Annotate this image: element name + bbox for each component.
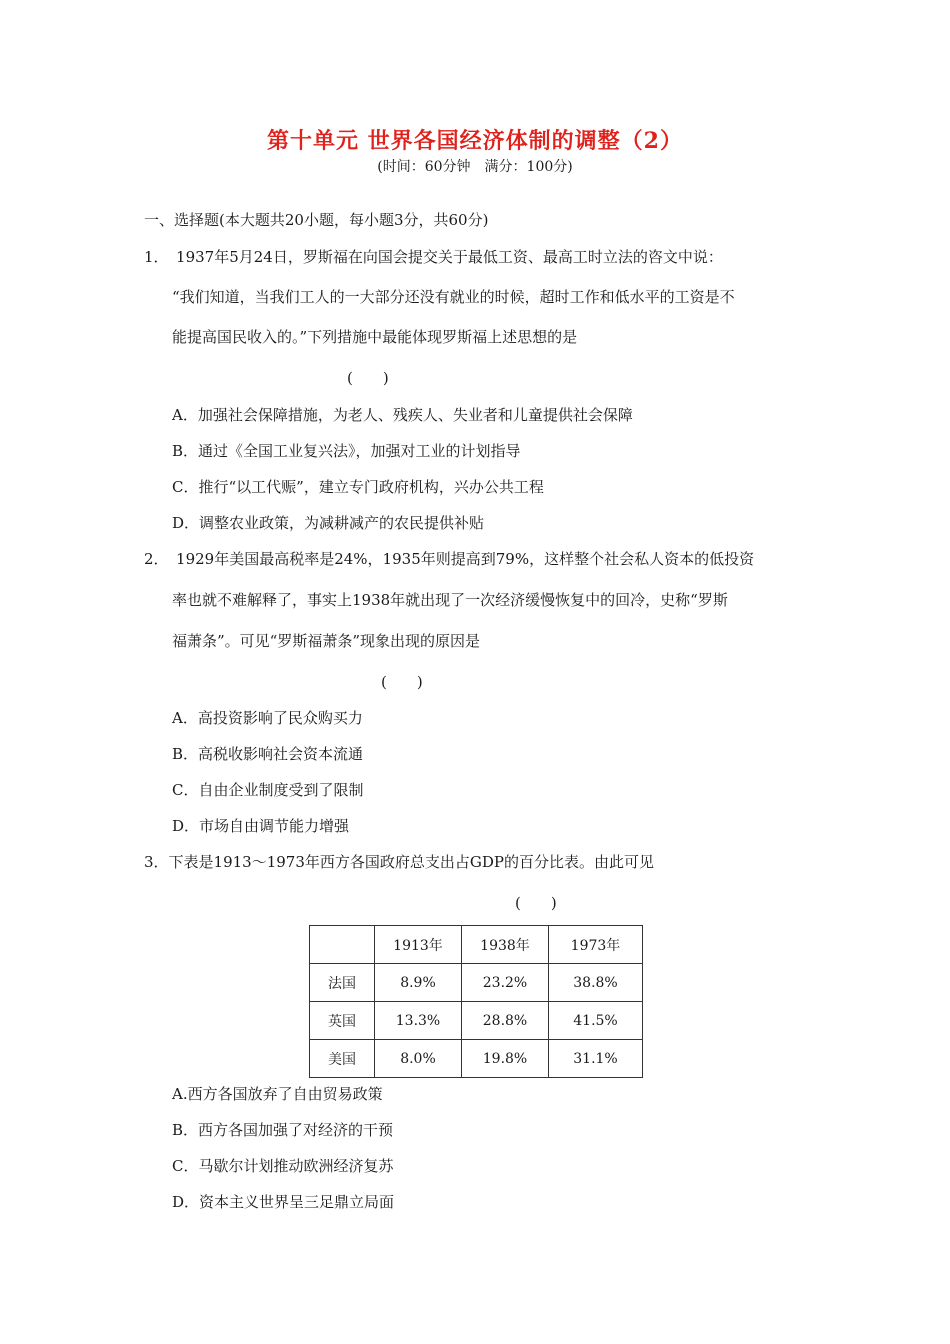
- option-d: D．资本主义世界呈三足鼎立局面: [172, 1193, 395, 1211]
- option-c: C．马歇尔计划推动欧洲经济复苏: [172, 1157, 394, 1175]
- question-stem-line: 2． 1929年美国最高税率是24%，1935年则提高到79%，这样整个社会私人资本的低投资: [144, 550, 755, 568]
- question-stem-line: 福萧条”。可见“罗斯福萧条”现象出现的原因是: [172, 632, 481, 650]
- table-header-cell: 1973年: [549, 926, 643, 964]
- table-cell: 美国: [310, 1040, 375, 1078]
- gdp-expenditure-table: [309, 925, 643, 1078]
- table-cell: 8.9%: [375, 964, 462, 1002]
- option-d: D．市场自由调节能力增强: [172, 817, 350, 835]
- option-c: C．自由企业制度受到了限制: [172, 781, 364, 799]
- option-c: C．推行“以工代赈”，建立专门政府机构，兴办公共工程: [172, 478, 544, 496]
- page-subtitle: (时间：60分钟 满分：100分): [377, 159, 573, 175]
- table-header-cell: 1913年: [375, 926, 462, 964]
- answer-blank: ( ): [347, 369, 389, 387]
- question-stem-line: 3．下表是1913～1973年西方各国政府总支出占GDP的百分比表。由此可见: [144, 853, 654, 871]
- question-stem-line: “我们知道，当我们工人的一大部分还没有就业的时候，超时工作和低水平的工资是不: [172, 288, 735, 306]
- table-cell: 8.0%: [375, 1040, 462, 1078]
- table-header-cell: 1938年: [462, 926, 549, 964]
- question-stem-line: 能提高国民收入的。”下列措施中最能体现罗斯福上述思想的是: [172, 328, 578, 346]
- option-b: B．西方各国加强了对经济的干预: [172, 1121, 394, 1139]
- option-b: B．通过《全国工业复兴法》，加强对工业的计划指导: [172, 442, 521, 460]
- table-cell: 41.5%: [549, 1002, 643, 1040]
- option-a: A．加强社会保障措施，为老人、残疾人、失业者和儿童提供社会保障: [172, 406, 633, 424]
- option-b: B．高税收影响社会资本流通: [172, 745, 364, 763]
- section-heading: 一、选择题(本大题共20小题，每小题3分，共60分): [144, 211, 489, 229]
- option-d: D．调整农业政策，为减耕减产的农民提供补贴: [172, 514, 485, 532]
- page-title: 第十单元 世界各国经济体制的调整（2）: [267, 128, 683, 154]
- table-header-row: [310, 926, 643, 964]
- table-row: [310, 1002, 643, 1040]
- table-cell: 19.8%: [462, 1040, 549, 1078]
- option-a: A.西方各国放弃了自由贸易政策: [172, 1085, 383, 1103]
- table-cell: 23.2%: [462, 964, 549, 1002]
- table-row: [310, 1040, 643, 1078]
- table-cell: 法国: [310, 964, 375, 1002]
- answer-blank: ( ): [515, 894, 557, 912]
- table-row: [310, 964, 643, 1002]
- table-cell: 英国: [310, 1002, 375, 1040]
- table-cell: 13.3%: [375, 1002, 462, 1040]
- table-cell: 31.1%: [549, 1040, 643, 1078]
- option-a: A．高投资影响了民众购买力: [172, 709, 363, 727]
- answer-blank: ( ): [381, 673, 423, 691]
- table-header-cell: [310, 926, 375, 964]
- table-cell: 28.8%: [462, 1002, 549, 1040]
- question-stem-line: 1． 1937年5月24日，罗斯福在向国会提交关于最低工资、最高工时立法的咨文中说：: [144, 248, 723, 266]
- question-stem-line: 率也就不难解释了，事实上1938年就出现了一次经济缓慢恢复中的回冷，史称“罗斯: [172, 591, 728, 609]
- table-cell: 38.8%: [549, 964, 643, 1002]
